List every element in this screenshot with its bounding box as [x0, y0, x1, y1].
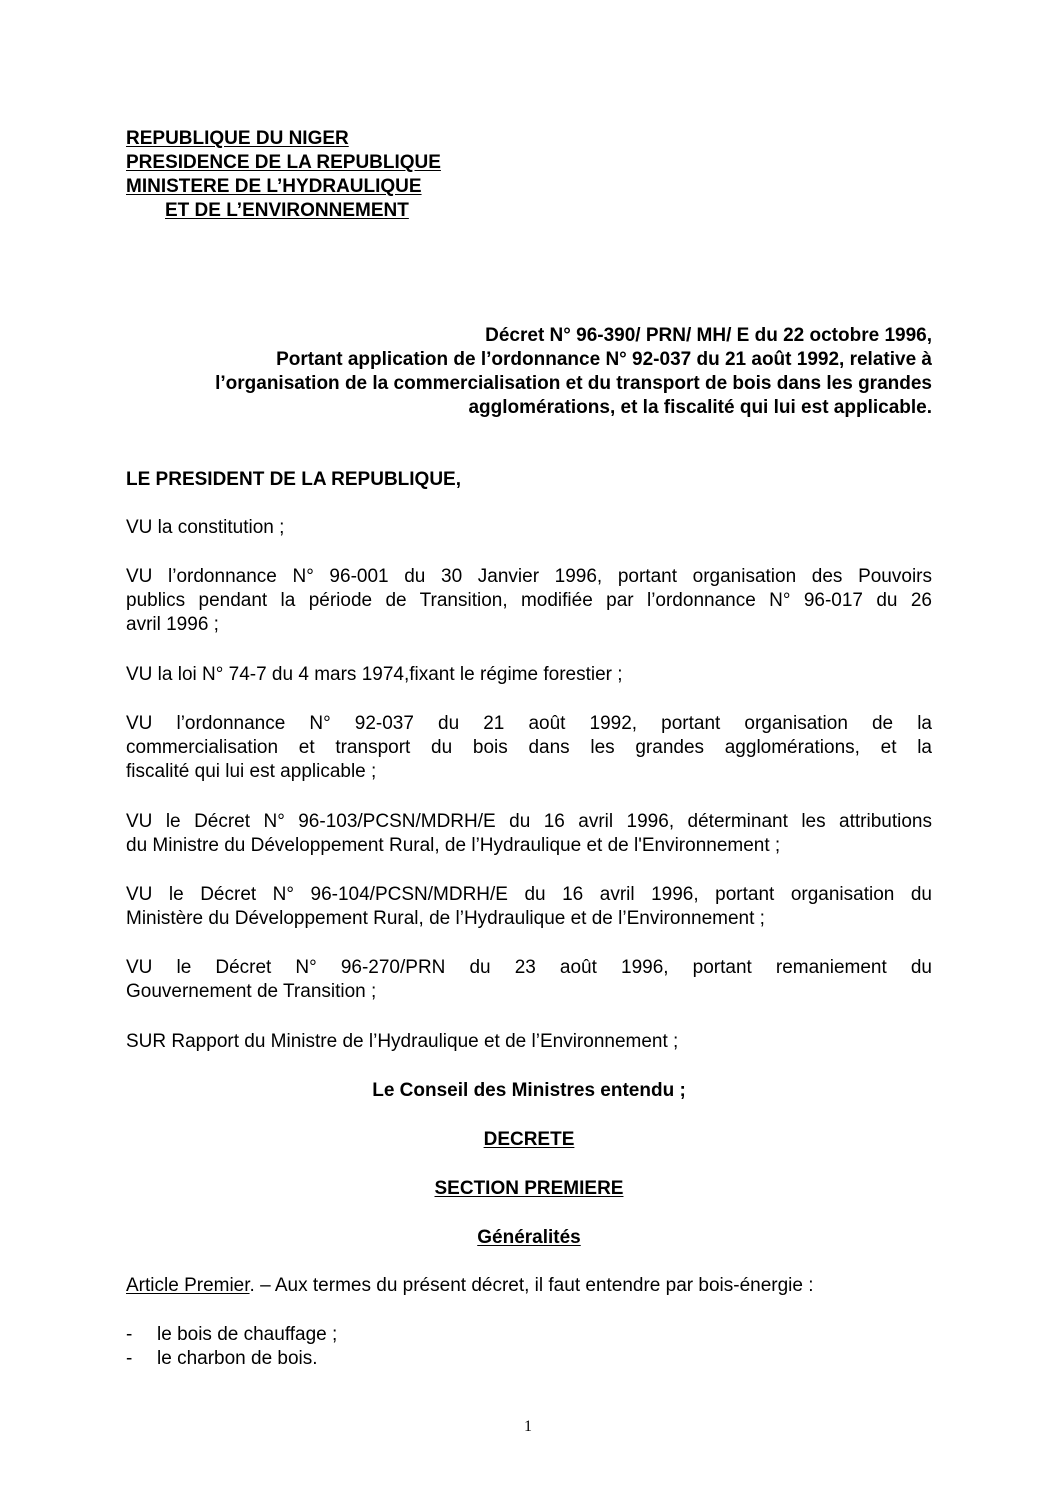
list-item-dash: - [126, 1324, 133, 1345]
visa-line: publics pendant la période de Transition, modifiée par l’ordonnance N° 96-017 du 26 [126, 590, 932, 611]
visa-line: commercialisation et transport du bois dans les grandes agglomérations, et la [126, 737, 932, 758]
decree-title-line: agglomérations, et la fiscalité qui lui est applicable. [468, 397, 932, 418]
header-ministry: MINISTERE DE L’HYDRAULIQUE [126, 176, 422, 197]
visa-line: fiscalité qui lui est applicable ; [126, 761, 377, 782]
list-item: le bois de chauffage ; [157, 1324, 338, 1345]
visa-line: Ministère du Développement Rural, de l’Hydraulique et de l’Environnement ; [126, 908, 765, 929]
section-heading: SECTION PREMIERE [434, 1178, 624, 1199]
visa-line: VU le Décret N° 96-103/PCSN/MDRH/E du 16 avril 1996, déterminant les attributions [126, 811, 932, 832]
visa-line: VU la loi N° 74-7 du 4 mars 1974,fixant le régime forestier ; [126, 664, 623, 685]
decrete-heading: DECRETE [483, 1129, 575, 1150]
article-text: . – Aux termes du présent décret, il faut entendre par bois-énergie : [249, 1275, 814, 1296]
article-premier [126, 1274, 814, 1298]
decree-title-line: Décret N° 96-390/ PRN/ MH/ E du 22 octobre 1996, [485, 325, 932, 346]
header-ministry-cont: ET DE L’ENVIRONNEMENT [165, 200, 409, 221]
article-label: Article Premier [126, 1275, 250, 1296]
decree-title-line: Portant application de l’ordonnance N° 92-037 du 21 août 1992, relative à [276, 349, 932, 370]
visa-constitution: VU la constitution ; [126, 517, 285, 538]
list-item: le charbon de bois. [157, 1348, 318, 1369]
header-presidency: PRESIDENCE DE LA REPUBLIQUE [126, 152, 441, 173]
visa-line: VU l’ordonnance N° 96-001 du 30 Janvier 1996, portant organisation des Pouvoirs [126, 566, 932, 587]
president-heading: LE PRESIDENT DE LA REPUBLIQUE, [126, 469, 461, 490]
council-line: Le Conseil des Ministres entendu ; [372, 1080, 686, 1101]
visa-line: VU le Décret N° 96-270/PRN du 23 août 1996, portant remaniement du [126, 957, 932, 978]
visa-line: du Ministre du Développement Rural, de l’Hydraulique et de l'Environnement ; [126, 835, 781, 856]
subsection-heading: Généralités [477, 1227, 581, 1248]
visa-line: VU l’ordonnance N° 92-037 du 21 août 1992, portant organisation de la [126, 713, 932, 734]
page-number: 1 [524, 1418, 532, 1435]
header-country: REPUBLIQUE DU NIGER [126, 128, 349, 149]
report-line: SUR Rapport du Ministre de l’Hydraulique et de l’Environnement ; [126, 1031, 679, 1052]
visa-line: VU le Décret N° 96-104/PCSN/MDRH/E du 16 avril 1996, portant organisation du [126, 884, 932, 905]
list-item-dash: - [126, 1348, 133, 1369]
visa-line: Gouvernement de Transition ; [126, 981, 377, 1002]
visa-line: avril 1996 ; [126, 614, 219, 635]
decree-title-line: l’organisation de la commercialisation et du transport de bois dans les grandes [215, 373, 932, 394]
